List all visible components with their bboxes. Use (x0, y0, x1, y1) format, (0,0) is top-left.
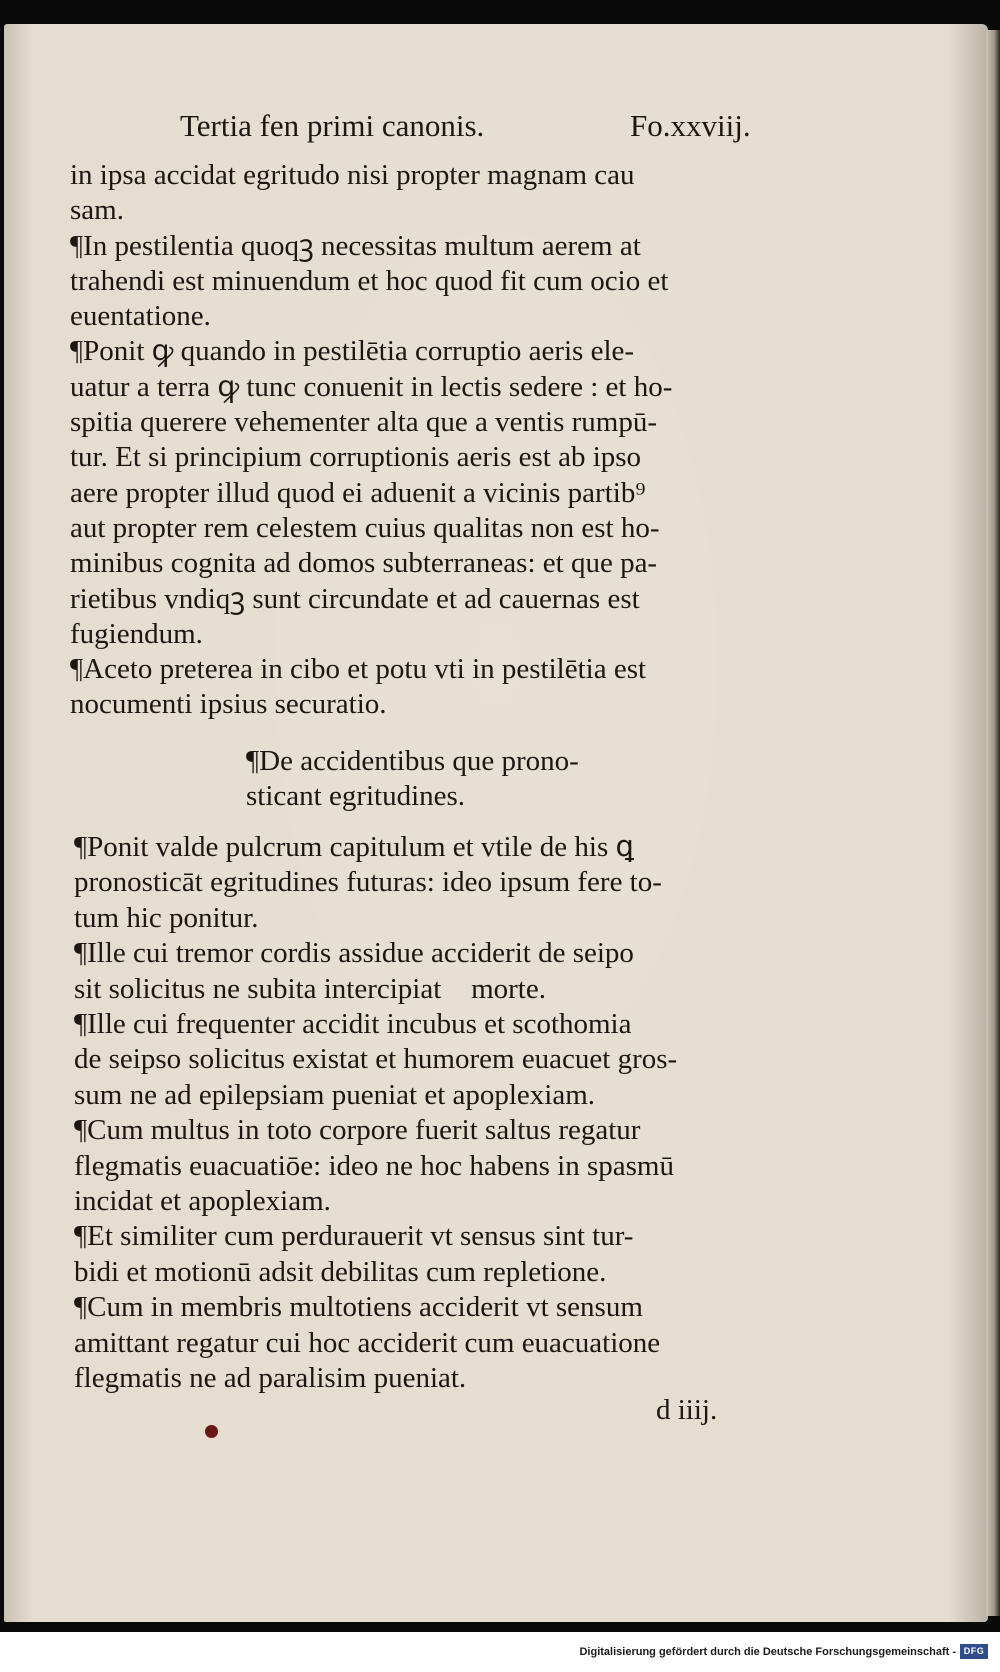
text-line: bidi et motionū adsit debilitas cum repletione. (74, 1255, 607, 1288)
text-line: nocumenti ipsius securatio. (70, 688, 387, 721)
text-line: pronosticāt egritudines futuras: ideo ipsum fere to- (74, 866, 662, 899)
text-line: ¶Ponit ꝙ quando in pestilētia corruptio aeris ele- (70, 335, 635, 368)
text-line: ¶In pestilentia quoqꝫ necessitas multum aerem at (70, 229, 641, 262)
text-line: ¶Cum in membris multotiens acciderit vt sensum (74, 1291, 643, 1324)
text-line: ¶Aceto preterea in cibo et potu vti in pestilētia est (70, 653, 647, 686)
text-line: uatur a terra ꝙ tunc conuenit in lectis sedere : et ho- (70, 370, 673, 403)
text-line: sum ne ad epilepsiam pueniat et apoplexiam. (74, 1078, 596, 1111)
dfg-logo-icon: DFG (960, 1644, 988, 1659)
text-line: amittant regatur cui hoc acciderit cum euacuatione (74, 1326, 661, 1359)
page-edge (986, 30, 1000, 1616)
text-line: sam. (70, 194, 124, 227)
footer-bar (0, 1632, 1000, 1672)
text-block-2 (74, 830, 874, 1397)
text-block-1 (70, 158, 860, 723)
text-line: in ipsa accidat egritudo nisi propter magnam cau (70, 159, 635, 191)
running-title: Tertia fen primi canonis. (180, 108, 485, 143)
text-line: trahendi est minuendum et hoc quod fit cum ocio et (70, 264, 669, 297)
text-line: de seipso solicitus existat et humorem euacuet gros- (74, 1043, 678, 1076)
text-line: ¶Ille cui tremor cordis assidue acciderit de seipo (74, 937, 634, 970)
signature-mark: d iiij. (656, 1394, 718, 1426)
text-line: tum hic ponitur. (74, 901, 259, 934)
text-line: flegmatis ne ad paralisim pueniat. (74, 1362, 467, 1395)
text-line: ¶Et similiter cum perdurauerit vt sensus sint tur- (74, 1220, 634, 1253)
funding-credit: Digitalisierung gefördert durch die Deutsche Forschungsgemeinschaft - (579, 1646, 956, 1658)
heading-line: sticant egritudines. (246, 780, 466, 812)
text-line: euentatione. (70, 300, 211, 333)
text-line: ¶Ponit valde pulcrum capitulum et vtile de his ꝗ (74, 831, 634, 863)
ink-dot (205, 1425, 218, 1438)
text-line: spitia querere vehementer alta que a ventis rumpū- (70, 406, 658, 439)
text-line: ¶Ille cui frequenter accidit incubus et scothomia (74, 1008, 632, 1041)
text-line: aere propter illud quod ei aduenit a vicinis partib⁹ (70, 476, 646, 509)
text-line: tur. Et si principium corruptionis aeris est ab ipso (70, 441, 642, 474)
folio-number: Fo.xxviij. (630, 108, 751, 143)
heading-line: ¶De accidentibus que prono- (246, 745, 579, 777)
text-line: fugiendum. (70, 617, 203, 650)
text-line: sit solicitus ne subita intercipiat᷑ morte. (74, 972, 546, 1005)
text-line: incidat et apoplexiam. (74, 1185, 331, 1218)
text-line: minibus cognita ad domos subterraneas: et que pa- (70, 547, 658, 580)
section-heading (246, 744, 806, 814)
text-line: rietibus vndiqꝫ sunt circundate et ad cauernas est (70, 582, 640, 615)
text-line: aut propter rem celestem cuius qualitas non est ho- (70, 511, 660, 544)
text-line: flegmatis euacuatiōe: ideo ne hoc habens in spasmū (74, 1149, 674, 1182)
text-line: ¶Cum multus in toto corpore fuerit saltus regatur (74, 1114, 641, 1147)
